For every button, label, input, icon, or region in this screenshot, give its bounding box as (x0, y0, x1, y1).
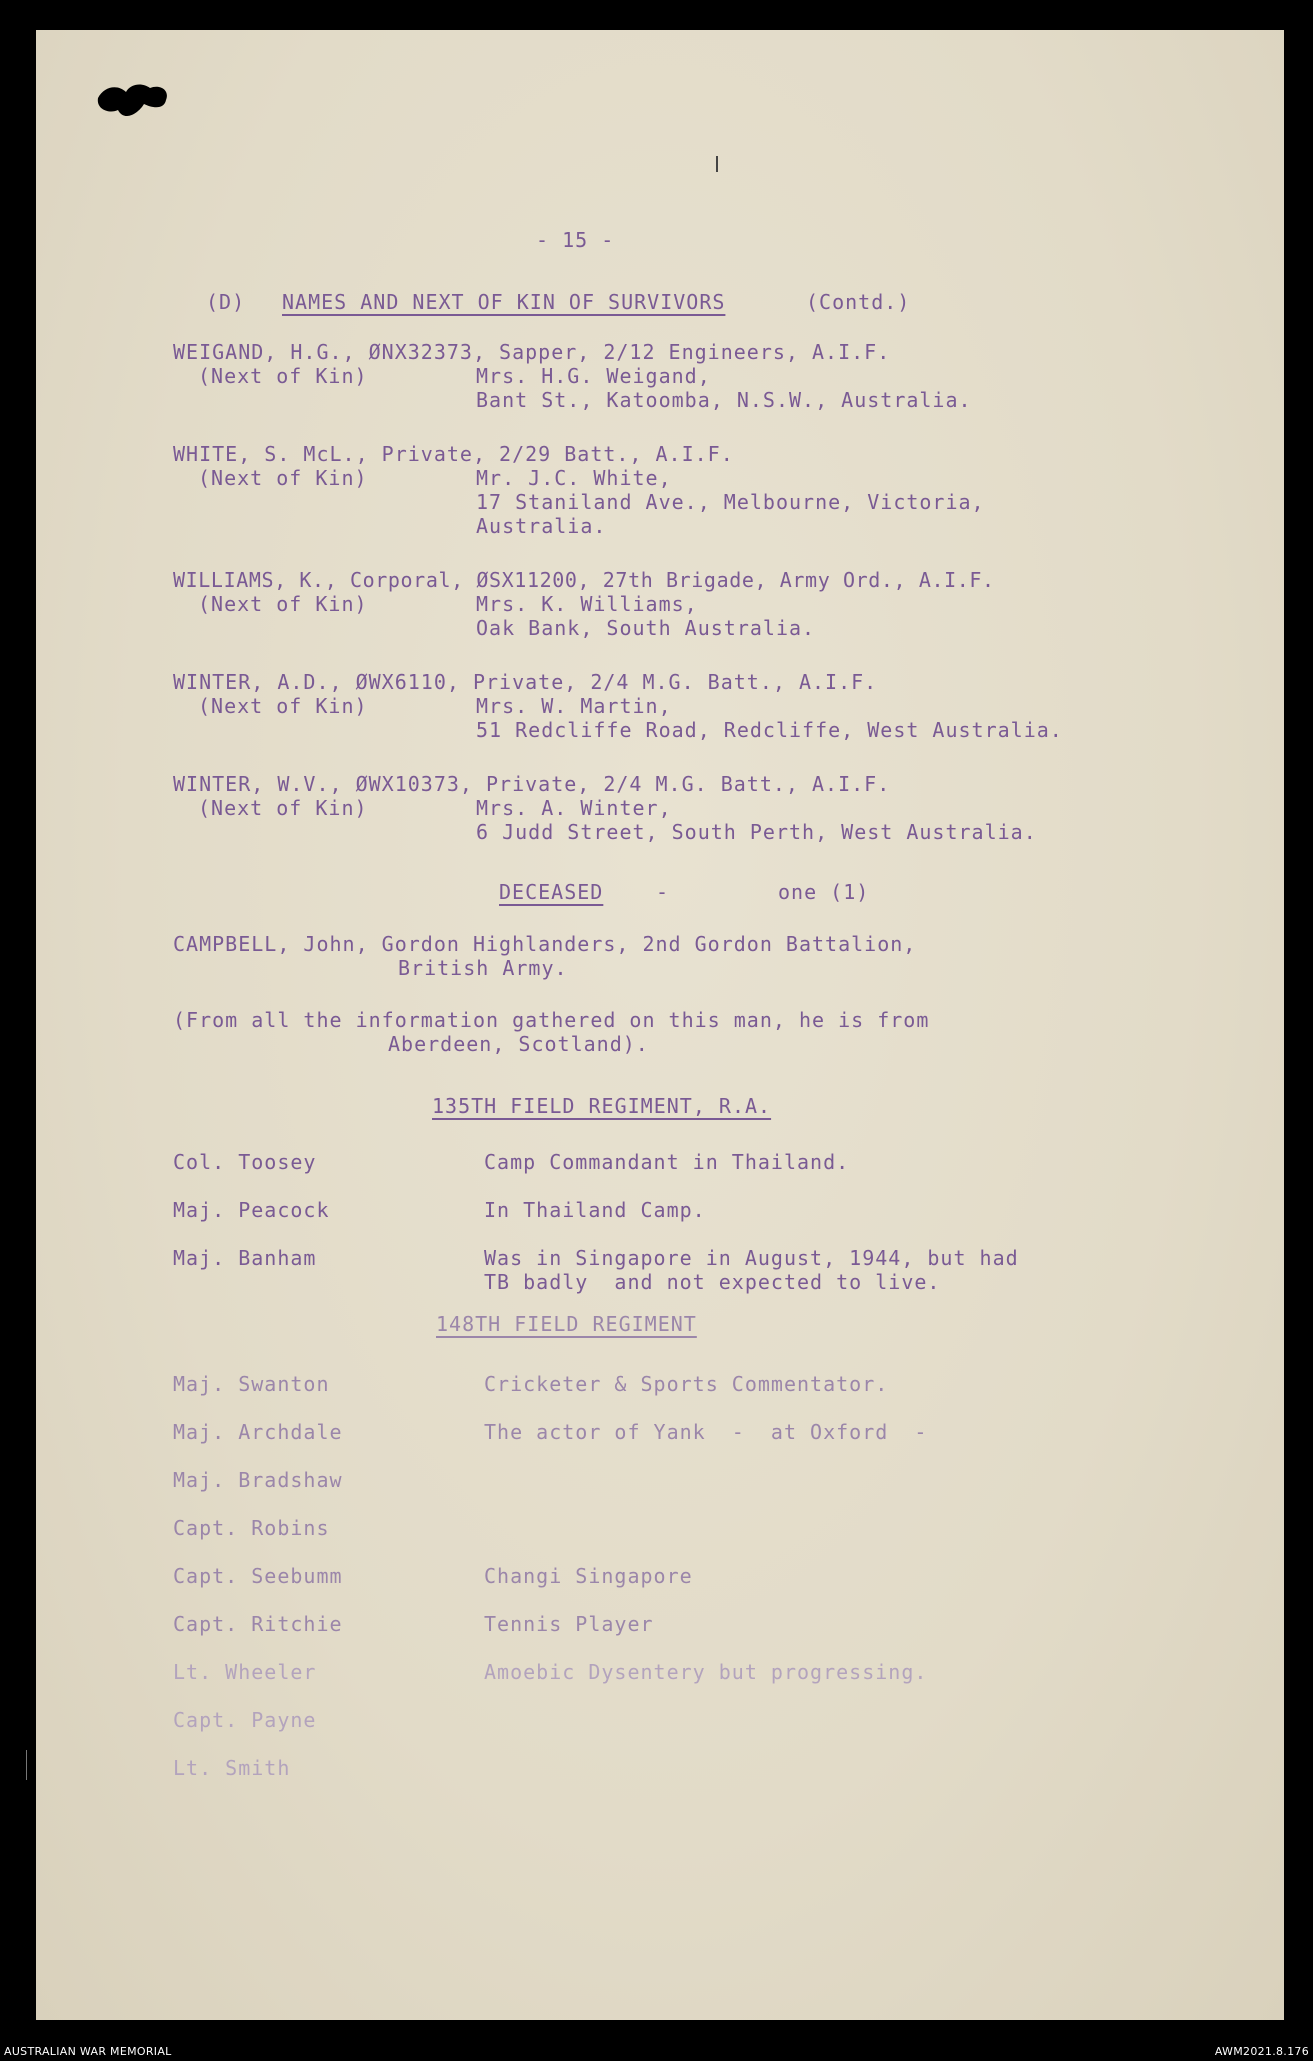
officer-name: Col. Toosey (173, 1150, 317, 1174)
margin-tick (716, 156, 718, 172)
section-heading-prefix: (D) (206, 290, 246, 314)
survivor-entry: WINTER, A.D., ØWX6110, Private, 2/4 M.G. Batt., A.I.F. (173, 670, 878, 694)
officer-note: In Thailand Camp. (484, 1198, 706, 1222)
next-of-kin-line: 17 Staniland Ave., Melbourne, Victoria, (476, 490, 985, 514)
deceased-count: one (1) (778, 880, 870, 904)
next-of-kin-line: 51 Redcliffe Road, Redcliffe, West Australia. (476, 718, 1063, 742)
officer-note: TB badly and not expected to live. (484, 1270, 941, 1294)
officer-note: Changi Singapore (484, 1564, 693, 1588)
officer-name: Capt. Payne (173, 1708, 317, 1732)
deceased-heading: DECEASED (499, 880, 604, 904)
regiment-135-heading: 135TH FIELD REGIMENT, R.A. (432, 1094, 772, 1118)
survivor-entry: WEIGAND, H.G., ØNX32373, Sapper, 2/12 Engineers, A.I.F. (173, 340, 891, 364)
deceased-note-line: Aberdeen, Scotland). (388, 1032, 649, 1056)
next-of-kin-line: Mrs. A. Winter, (476, 796, 672, 820)
next-of-kin-label: (Next of Kin) (198, 796, 368, 820)
officer-name: Maj. Swanton (173, 1372, 330, 1396)
margin-mark (26, 1750, 27, 1780)
regiment-148-heading: 148TH FIELD REGIMENT (436, 1312, 697, 1336)
officer-name: Maj. Bradshaw (173, 1468, 343, 1492)
next-of-kin-label: (Next of Kin) (198, 364, 368, 388)
next-of-kin-line: 6 Judd Street, South Perth, West Australia. (476, 820, 1037, 844)
next-of-kin-label: (Next of Kin) (198, 592, 368, 616)
section-heading-suffix: (Contd.) (806, 290, 911, 314)
next-of-kin-line: Mrs. K. Williams, (476, 592, 698, 616)
survivor-entry: WINTER, W.V., ØWX10373, Private, 2/4 M.G. Batt., A.I.F. (173, 772, 891, 796)
document-page (36, 30, 1284, 2020)
next-of-kin-line: Mr. J.C. White, (476, 466, 672, 490)
deceased-entry-line: CAMPBELL, John, Gordon Highlanders, 2nd Gordon Battalion, (173, 932, 917, 956)
next-of-kin-line: Bant St., Katoomba, N.S.W., Australia. (476, 388, 972, 412)
officer-note: Was in Singapore in August, 1944, but had (484, 1246, 1019, 1270)
next-of-kin-line: Oak Bank, South Australia. (476, 616, 816, 640)
officer-name: Capt. Ritchie (173, 1612, 343, 1636)
next-of-kin-line: Australia. (476, 514, 607, 538)
officer-note: Camp Commandant in Thailand. (484, 1150, 850, 1174)
officer-name: Maj. Archdale (173, 1420, 343, 1444)
survivor-entry: WILLIAMS, K., Corporal, ØSX11200, 27th Brigade, Army Ord., A.I.F. (173, 568, 995, 592)
section-heading-title: NAMES AND NEXT OF KIN OF SURVIVORS (282, 290, 726, 314)
footer-left: AUSTRALIAN WAR MEMORIAL (4, 2045, 172, 2058)
deceased-note-line: (From all the information gathered on this man, he is from (173, 1008, 930, 1032)
officer-name: Maj. Peacock (173, 1198, 330, 1222)
survivor-entry: WHITE, S. McL., Private, 2/29 Batt., A.I.F. (173, 442, 734, 466)
next-of-kin-label: (Next of Kin) (198, 694, 368, 718)
next-of-kin-line: Mrs. W. Martin, (476, 694, 672, 718)
officer-name: Lt. Wheeler (173, 1660, 317, 1684)
page-number: - 15 - (536, 228, 615, 252)
officer-name: Maj. Banham (173, 1246, 317, 1270)
officer-note: Tennis Player (484, 1612, 654, 1636)
next-of-kin-label: (Next of Kin) (198, 466, 368, 490)
officer-note: Amoebic Dysentery but progressing. (484, 1660, 928, 1684)
footer-right: AWM2021.8.176 (1214, 2045, 1309, 2058)
deceased-entry-line: British Army. (398, 956, 568, 980)
officer-note: The actor of Yank - at Oxford - (484, 1420, 928, 1444)
deceased-dash: - (656, 880, 670, 904)
officer-name: Lt. Smith (173, 1756, 291, 1780)
officer-name: Capt. Seebumm (173, 1564, 343, 1588)
officer-name: Capt. Robins (173, 1516, 330, 1540)
torn-hole-mark (94, 80, 174, 124)
next-of-kin-line: Mrs. H.G. Weigand, (476, 364, 711, 388)
officer-note: Cricketer & Sports Commentator. (484, 1372, 889, 1396)
